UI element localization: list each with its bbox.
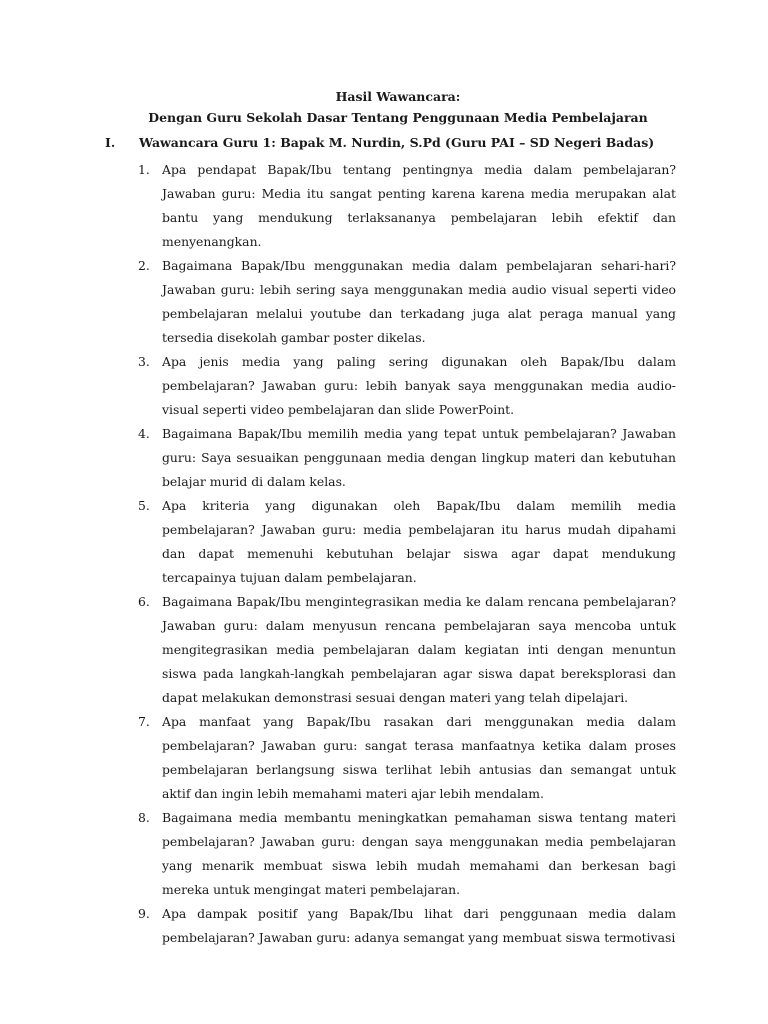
item-text: Bagaimana Bapak/Ibu memilih media yang tepat untuk pembelajaran? Jawaban guru: Saya sesuaikan penggunaan media dengan lingkup materi dan kebutuhan belajar murid di dalam kelas. (162, 426, 676, 489)
list-item (138, 422, 676, 494)
list-item (138, 350, 676, 422)
section-title: Wawancara Guru 1: Bapak M. Nurdin, S.Pd (Guru PAI – SD Negeri Badas) (139, 135, 655, 150)
question-list (138, 158, 676, 950)
document-title: Hasil Wawancara: (335, 89, 461, 104)
item-text: Bagaimana Bapak/Ibu mengintegrasikan media ke dalam rencana pembelajaran? Jawaban guru: dalam menyusun rencana pembelajaran saya mencoba untuk mengitegrasikan media pembelajaran dalam kegiatan inti dengan menuntun siswa pada langkah-langkah pembelajaran agar siswa dapat bereksplorasi dan dapat melakukan demonstrasi sesuai dengan materi yang telah dipelajari. (162, 594, 676, 705)
item-number: 6. (138, 594, 150, 609)
list-item (138, 254, 676, 350)
item-text: Apa pendapat Bapak/Ibu tentang pentingnya media dalam pembelajaran? Jawaban guru: Media itu sangat penting karena karena media merupakan alat bantu yang mendukung terlaksananya pembelajaran lebih efektif dan menyenangkan. (162, 162, 676, 249)
item-number: 5. (138, 498, 150, 513)
document-subtitle: Dengan Guru Sekolah Dasar Tentang Penggunaan Media Pembelajaran (148, 110, 648, 125)
list-item (138, 902, 676, 950)
item-number: 3. (138, 354, 150, 369)
item-number: 1. (138, 162, 150, 177)
list-item (138, 494, 676, 590)
item-text: Apa jenis media yang paling sering digunakan oleh Bapak/Ibu dalam pembelajaran? Jawaban guru: lebih banyak saya menggunakan media audio-visual seperti video pembelajaran dan slide PowerPoint. (162, 354, 676, 417)
item-text: Bagaimana media membantu meningkatkan pemahaman siswa tentang materi pembelajaran? Jawaban guru: dengan saya menggunakan media pembelajaran yang menarik membuat siswa lebih mudah memahami dan berkesan bagi mereka untuk mengingat materi pembelajaran. (162, 810, 676, 897)
item-text: Apa kriteria yang digunakan oleh Bapak/Ibu dalam memilih media pembelajaran? Jawaban guru: media pembelajaran itu harus mudah dipahami dan dapat memenuhi kebutuhan belajar siswa agar dapat mendukung tercapainya tujuan dalam pembelajaran. (162, 498, 676, 585)
item-text: Apa manfaat yang Bapak/Ibu rasakan dari menggunakan media dalam pembelajaran? Jawaban guru: sangat terasa manfaatnya ketika dalam proses pembelajaran berlangsung siswa terlihat lebih antusias dan semangat untuk aktif dan ingin lebih memahami materi ajar lebih mendalam. (162, 714, 676, 801)
section-number: I. (105, 135, 116, 150)
item-number: 4. (138, 426, 150, 441)
list-item (138, 158, 676, 254)
section-heading (105, 135, 705, 151)
item-text: Bagaimana Bapak/Ibu menggunakan media dalam pembelajaran sehari-hari? Jawaban guru: lebih sering saya menggunakan media audio visual seperti video pembelajaran melalui youtube dan terkadang juga alat peraga manual yang tersedia disekolah gambar poster dikelas. (162, 258, 676, 345)
item-number: 2. (138, 258, 150, 273)
item-number: 7. (138, 714, 150, 729)
item-number: 9. (138, 906, 150, 921)
list-item (138, 806, 676, 902)
list-item (138, 710, 676, 806)
item-number: 8. (138, 810, 150, 825)
list-item (138, 590, 676, 710)
item-text: Apa dampak positif yang Bapak/Ibu lihat dari penggunaan media dalam pembelajaran? Jawaban guru: adanya semangat yang membuat siswa termotivasi (162, 906, 676, 945)
